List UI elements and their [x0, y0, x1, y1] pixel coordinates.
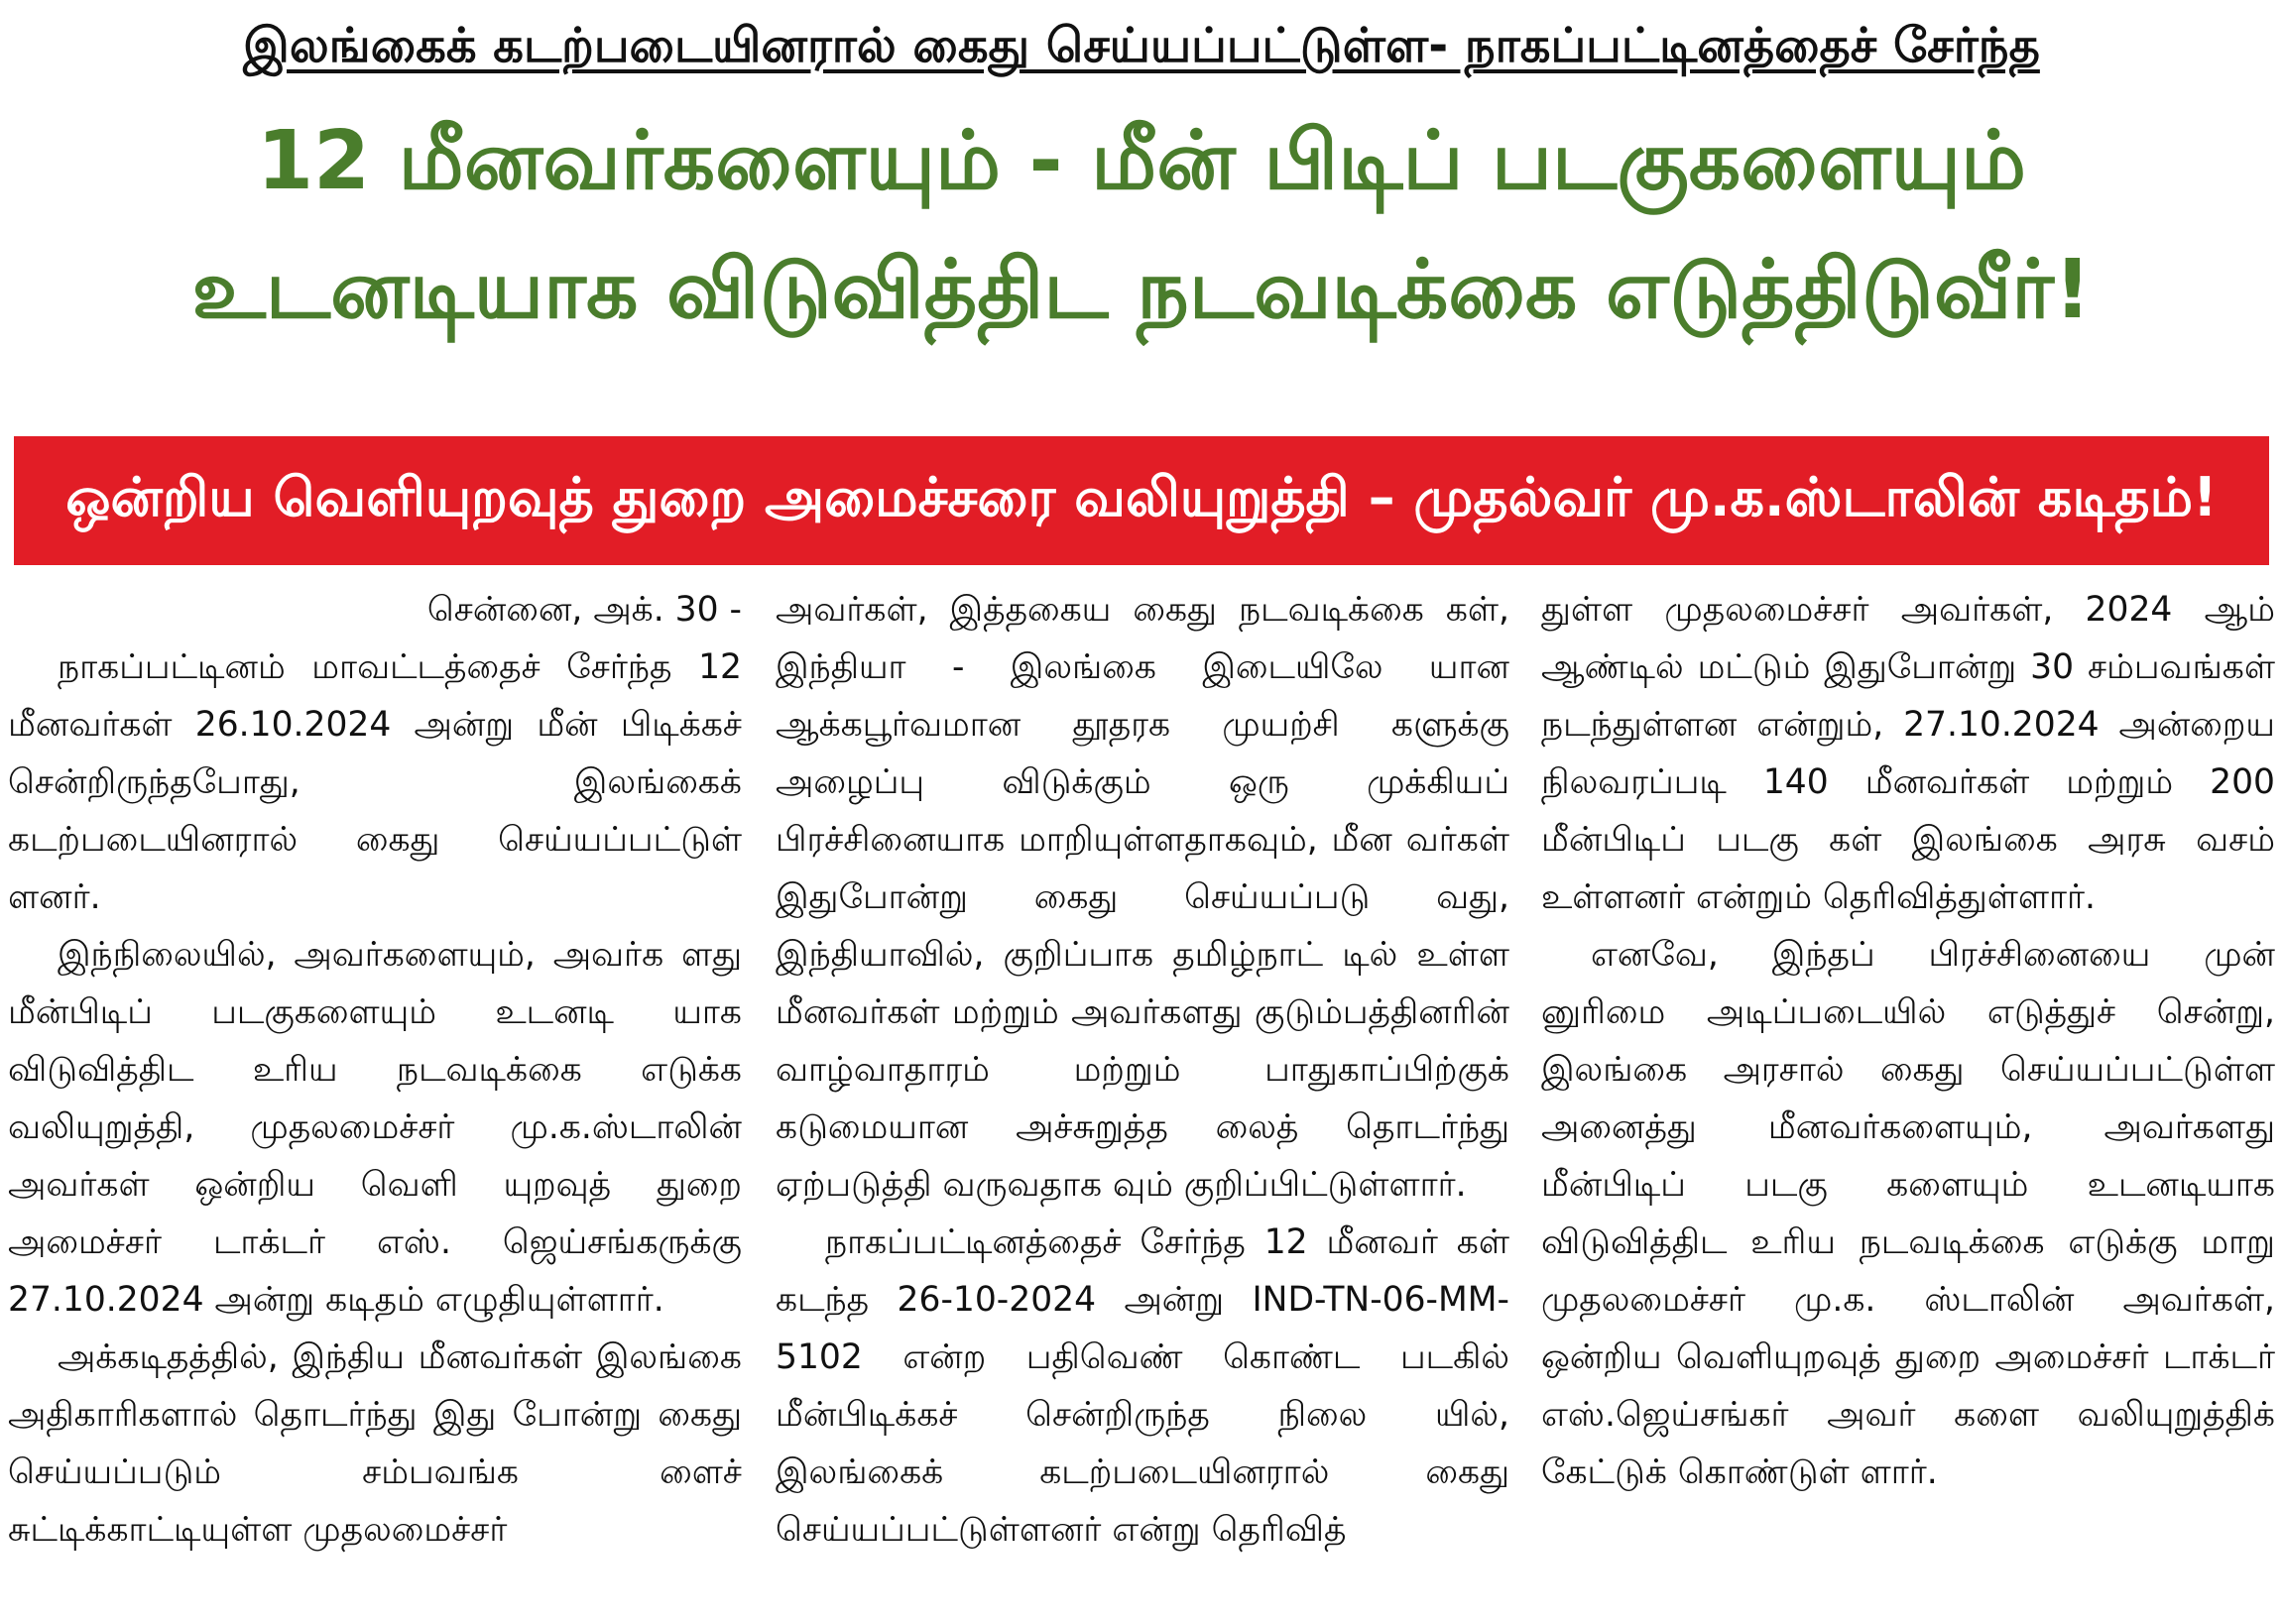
paragraph: எனவே, இந்தப் பிரச்சினையை முன் னுரிமை அடிப்படையில் எடுத்துச் சென்று, இலங்கை அரசால் கைது செய்யப்பட்டுள்ள அனைத்து மீனவர்களையும், அவர்களது மீன்பிடிப் படகு களையும் உடனடியாக விடுவித்திட உரிய நடவடிக்கை எடுக்கு மாறு முதலமைச்சர் மு.க. ஸ்டாலின் அவர்கள், ஒன்றிய வெளியுறவுத் துறை அமைச்சர் டாக்டர் எஸ்.ஜெய்சங்கர் அவர் களை வலியுறுத்திக் கேட்டுக் கொண்டுள் ளார். — [1541, 935, 2275, 1492]
paragraph: இந்நிலையில், அவர்களையும், அவர்க ளது மீன்பிடிப் படகுகளையும் உடனடி யாக விடுவித்திட உரிய நடவடிக்கை எடுக்க வலியுறுத்தி, முதலமைச்சர் மு.க.ஸ்டாலின் அவர்கள் ஒன்றிய வெளி யுறவுத் துறை அமைச்சர் டாக்டர் எஸ். ஜெய்சங்கருக்கு 27.10.2024 அன்று கடிதம் எழுதியுள்ளார். — [8, 935, 742, 1320]
paragraph: துள்ள முதலமைச்சர் அவர்கள், 2024 ஆம் ஆண்டில் மட்டும் இதுபோன்று 30 சம்பவங்கள் நடந்துள்ளன என்றும், 27.10.2024 அன்றைய நிலவரப்படி 140 மீனவர்கள் மற்றும் 200 மீன்பிடிப் படகு கள் இலங்கை அரசு வசம் உள்ளனர் என்றும் தெரிவித்துள்ளார். — [1541, 590, 2275, 917]
column-2 — [776, 581, 1509, 1624]
column-1 — [8, 581, 742, 1624]
column-3 — [1541, 581, 2275, 1624]
paragraph: நாகப்பட்டினம் மாவட்டத்தைச் சேர்ந்த 12 மீனவர்கள் 26.10.2024 அன்று மீன் பிடிக்கச் சென்றிருந்தபோது, இலங்கைக் கடற்படையினரால் கைது செய்யப்பட்டுள் ளனர். — [8, 647, 742, 917]
paragraph: அவர்கள், இத்தகைய கைது நடவடிக்கை கள், இந்தியா - இலங்கை இடையிலே யான ஆக்கபூர்வமான தூதரக முயற்சி களுக்கு அழைப்பு விடுக்கும் ஒரு முக்கியப் பிரச்சினையாக மாறியுள்ளதாகவும், மீன வர்கள் இதுபோன்று கைது செய்யப்படு வது, இந்தியாவில், குறிப்பாக தமிழ்நாட் டில் உள்ள மீனவர்கள் மற்றும் அவர்களது குடும்பத்தினரின் வாழ்வாதாரம் மற்றும் பாதுகாப்பிற்குக் கடுமையான அச்சுறுத்த லைத் தொடர்ந்து ஏற்படுத்தி வருவதாக வும் குறிப்பிட்டுள்ளார். — [776, 590, 1509, 1205]
subheadline-banner: ஒன்றிய வெளியுறவுத் துறை அமைச்சரை வலியுறுத்தி – முதல்வர் மு.க.ஸ்டாலின் கடிதம்! — [14, 436, 2269, 565]
article-body — [0, 581, 2283, 1624]
headline-line-2: உடனடியாக விடுவித்திட நடவடிக்கை எடுத்திடுவீர்! — [191, 243, 2092, 337]
dateline: சென்னை, அக். 30 - — [426, 590, 742, 630]
headline-line-1: 12 மீனவர்களையும் - மீன் பிடிப் படகுகளையும் — [256, 114, 2027, 208]
kicker-headline — [0, 0, 2283, 97]
paragraph: அக்கடிதத்தில், இந்திய மீனவர்கள் இலங்கை அதிகாரிகளால் தொடர்ந்து இது போன்று கைது செய்யப்படும் சம்பவங்க ளைச் சுட்டிக்காட்டியுள்ள முதலமைச்சர் — [8, 1337, 742, 1550]
kicker-text: இலங்கைக் கடற்படையினரால் கைது செய்யப்பட்டுள்ள- நாகப்பட்டினத்தைச் சேர்ந்த — [243, 18, 2040, 73]
paragraph: நாகப்பட்டினத்தைச் சேர்ந்த 12 மீனவர் கள் கடந்த 26-10-2024 அன்று IND-TN-06-MM-5102 என்ற பதிவெண் கொண்ட படகில் மீன்பிடிக்கச் சென்றிருந்த நிலை யில், இலங்கைக் கடற்படையினரால் கைது செய்யப்பட்டுள்ளனர் என்று தெரிவித் — [776, 1222, 1509, 1550]
